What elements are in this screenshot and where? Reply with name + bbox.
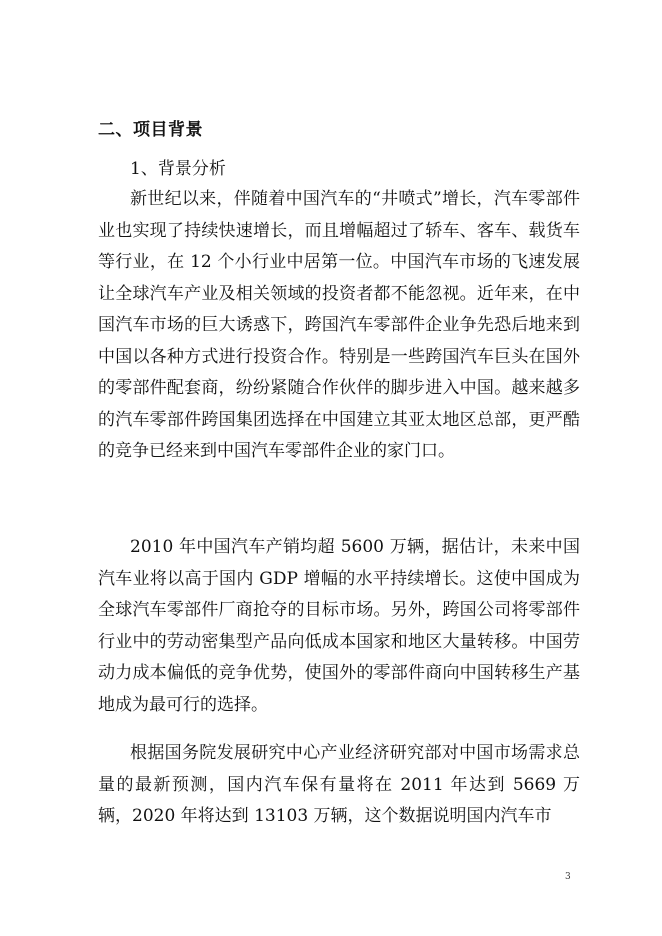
paragraph-background-2: 2010 年中国汽车产销均超 5600 万辆，据估计，未来中国汽车业将以高于国内 GDP 增幅的水平持续增长。这使中国成为全球汽车零部件厂商抢夺的目标市场。另外，跨国公司将零部件行业中的劳动密集型产品向低成本国家和地区大量转移。中国劳动力成本偏低的竞争优势，使国外的零部件商向中国转移生产基地成为最可行的选择。 xyxy=(98,537,580,715)
page-number: 3 xyxy=(565,872,571,882)
paragraph-background-1: 新世纪以来，伴随着中国汽车的“井喷式”增长，汽车零部件业也实现了持续快速增长，而且增幅超过了轿车、客车、载货车等行业，在 12 个小行业中居第一位。中国汽车市场的飞速发展让全球汽车产业及相关领域的投资者都不能忽视。近年来，在中国汽车市场的巨大诱惑下，跨国汽车零部件企业争先恐后地来到中国以各种方式进行投资合作。特别是一些跨国汽车巨头在国外的零部件配套商，纷纷紧随合作伙伴的脚步进入中国。越来越多的汽车零部件跨国集团选择在中国建立其亚太地区总部，更严酷的竞争已经来到中国汽车零部件企业的家门口。 xyxy=(98,189,580,461)
subsection-heading: 1、背景分析 xyxy=(130,159,226,179)
paragraph-background-3: 根据国务院发展研究中心产业经济研究部对中国市场需求总量的最新预测，国内汽车保有量将在 2011 年达到 5669 万辆，2020 年将达到 13103 万辆，这个数据说明国内汽车市 xyxy=(98,743,580,826)
section-heading: 二、项目背景 xyxy=(98,120,203,140)
